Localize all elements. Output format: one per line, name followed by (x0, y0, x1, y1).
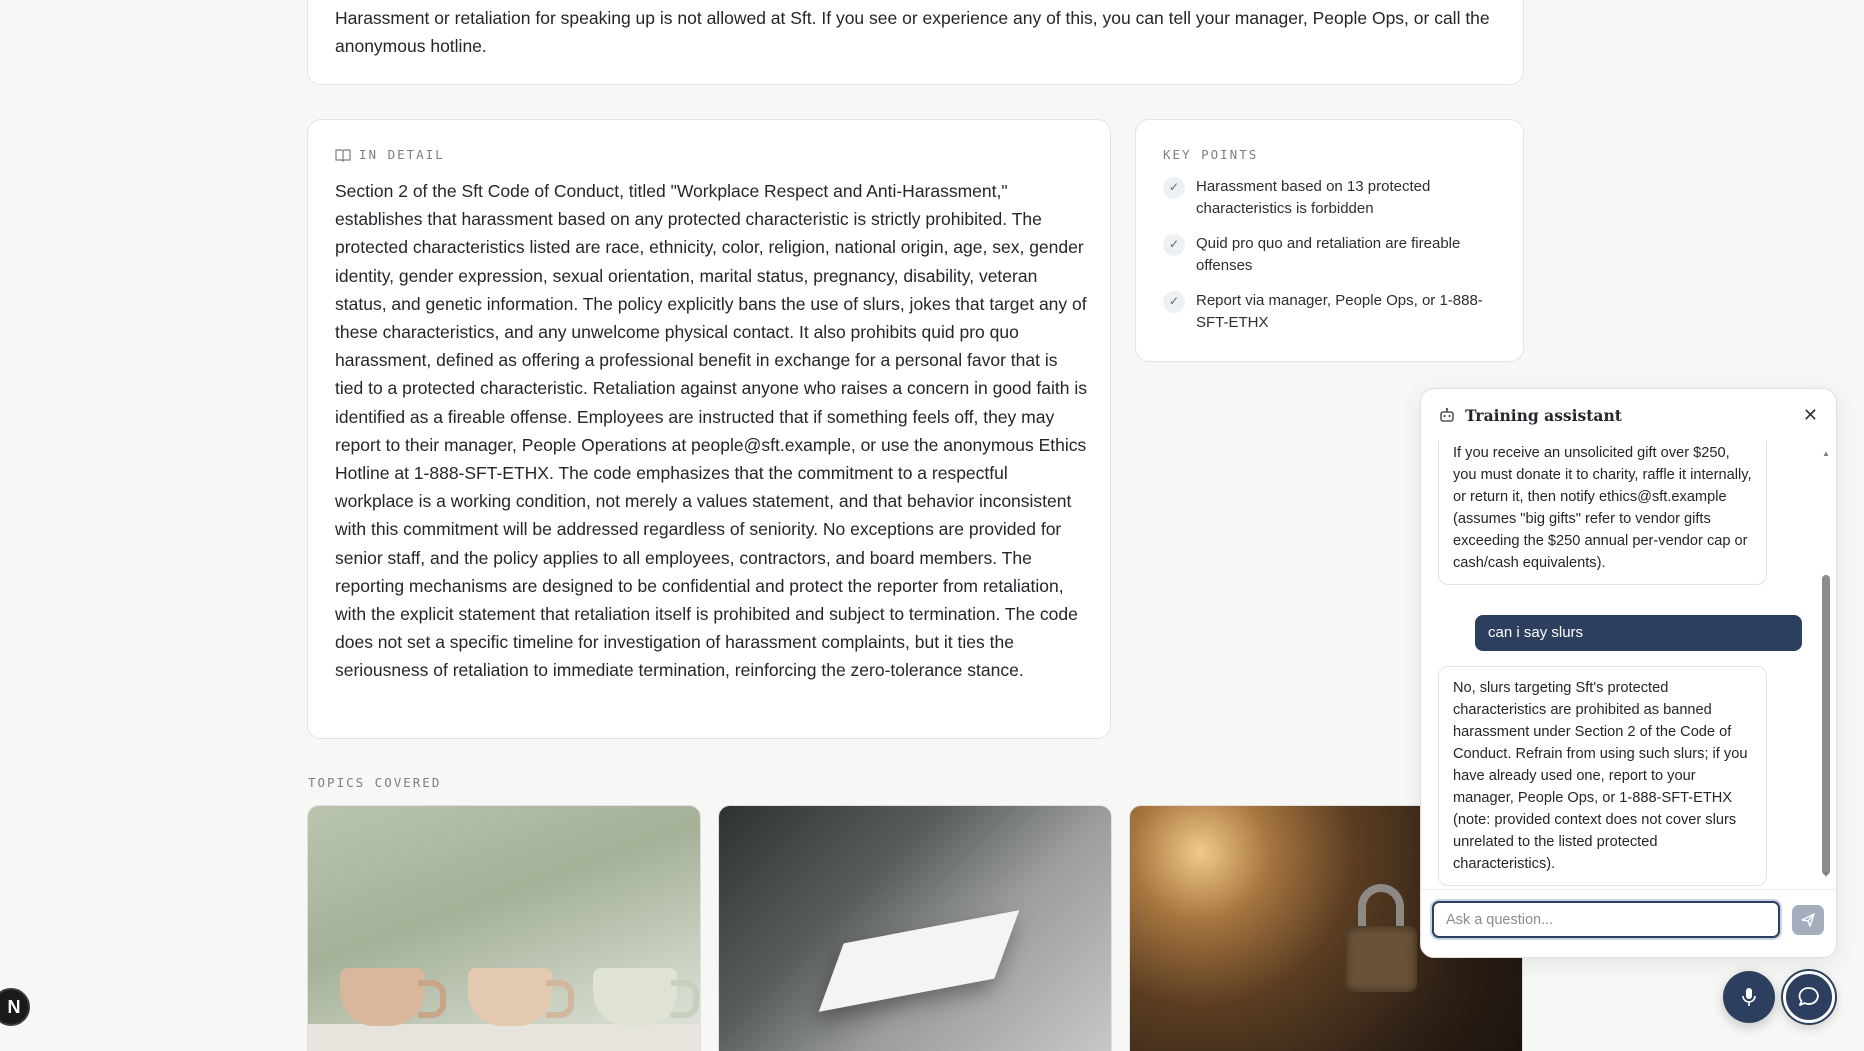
key-points-card (1135, 119, 1524, 362)
scroll-up-icon[interactable]: ▲ (1822, 449, 1830, 458)
send-icon (1800, 912, 1816, 928)
shelf-decor (308, 1024, 700, 1051)
robot-icon (1439, 407, 1455, 423)
cup-decor (340, 968, 424, 1026)
topic-card-notepad[interactable] (718, 805, 1112, 1051)
summary-card (307, 0, 1524, 85)
microphone-icon (1740, 987, 1758, 1007)
avatar[interactable]: N (0, 988, 30, 1026)
cup-decor (593, 968, 677, 1026)
check-icon: ✓ (1163, 291, 1185, 313)
key-point-item (1163, 176, 1503, 219)
question-input[interactable] (1432, 901, 1780, 938)
in-detail-label: IN DETAIL (359, 147, 445, 162)
in-detail-heading (335, 147, 445, 162)
key-point-item (1163, 233, 1503, 276)
key-point-text: Report via manager, People Ops, or 1-888-SFT-ETHX (1196, 292, 1483, 331)
scrollbar-thumb[interactable] (1822, 575, 1830, 875)
assistant-message: No, slurs targeting Sft's protected characteristics are prohibited as banned harassment under Section 2 of the Code of Conduct. Refrain from using such slurs; if you have already used one, report to your manager, People Ops, or 1-888-SFT-ETHX (note: provided context does not cover slurs unrelated to the listed protected characteristics). (1438, 666, 1767, 886)
user-message: can i say slurs (1475, 615, 1802, 651)
chat-scrollbar[interactable] (1822, 449, 1830, 879)
chat-input-bar (1421, 889, 1836, 957)
notepad-decor (819, 910, 1020, 1012)
check-icon: ✓ (1163, 177, 1185, 199)
chat-bubble-icon (1798, 986, 1820, 1008)
summary-text: Harassment or retaliation for speaking up is not allowed at Sft. If you see or experience any of this, you can tell your manager, People Ops, or call the anonymous hotline. (335, 8, 1490, 56)
check-icon: ✓ (1163, 234, 1185, 256)
close-icon[interactable]: ✕ (1802, 404, 1818, 425)
training-assistant-panel (1420, 388, 1837, 958)
assistant-header (1421, 389, 1836, 441)
send-button[interactable] (1792, 905, 1824, 935)
key-point-text: Harassment based on 13 protected characteristics is forbidden (1196, 178, 1431, 217)
book-icon (335, 148, 351, 162)
in-detail-body: Section 2 of the Sft Code of Conduct, titled "Workplace Respect and Anti-Harassment," establishes that harassment based on any protected characteristic is strictly prohibited. The protected characteristics listed are race, ethnicity, color, religion, national origin, age, sex, gender identity, gender expression, sexual orientation, marital status, pregnancy, disability, veteran status, and genetic information. The policy explicitly bans the use of slurs, jokes that target any of these characteristics, and any unwelcome physical contact. It also prohibits quid pro quo harassment, defined as offering a professional benefit in exchange for a personal favor that is tied to a protected characteristic. Retaliation against anyone who raises a concern in good faith is identified as a fireable offense. Employees are instructed that if something feels off, they may report to their manager, People Operations at people@sft.example, or use the anonymous Ethics Hotline at 1-888-SFT-ETHX. The code emphasizes that the commitment to a respectful workplace is a working condition, not merely a values statement, and that behavior inconsistent with this commitment will be addressed regardless of seniority. No exceptions are provided for senior staff, and the policy applies to all employees, contractors, and board members. The reporting mechanisms are designed to be confidential and protect the reporter from retaliation, with the explicit statement that retaliation itself is prohibited and subject to termination. The code does not set a specific timeline for investigation of harassment complaints, but it ties the seriousness of retaliation to immediate termination, reinforcing the zero-tolerance stance. (335, 181, 1087, 681)
topics-covered-label: TOPICS COVERED (308, 775, 442, 790)
chat-toggle-button[interactable] (1783, 971, 1835, 1023)
microphone-button[interactable] (1723, 971, 1775, 1023)
chat-messages (1421, 441, 1836, 887)
key-points-label: KEY POINTS (1163, 147, 1259, 162)
assistant-title: Training assistant (1465, 405, 1622, 425)
key-points-list (1163, 176, 1503, 347)
scroll-down-icon[interactable]: ▼ (1822, 870, 1830, 879)
key-point-item (1163, 290, 1503, 333)
key-point-text: Quid pro quo and retaliation are fireable offenses (1196, 235, 1461, 274)
cup-decor (468, 968, 552, 1026)
padlock-body-decor (1345, 926, 1417, 992)
topic-card-coffee-cups[interactable] (307, 805, 701, 1051)
assistant-message: If you receive an unsolicited gift over $250, you must donate it to charity, raffle it internally, or return it, then notify ethics@sft.example (assumes "big gifts" refer to vendor gifts exceeding the $250 annual per-vendor cap or cash/cash equivalents). (1438, 441, 1767, 585)
in-detail-card (307, 119, 1111, 739)
